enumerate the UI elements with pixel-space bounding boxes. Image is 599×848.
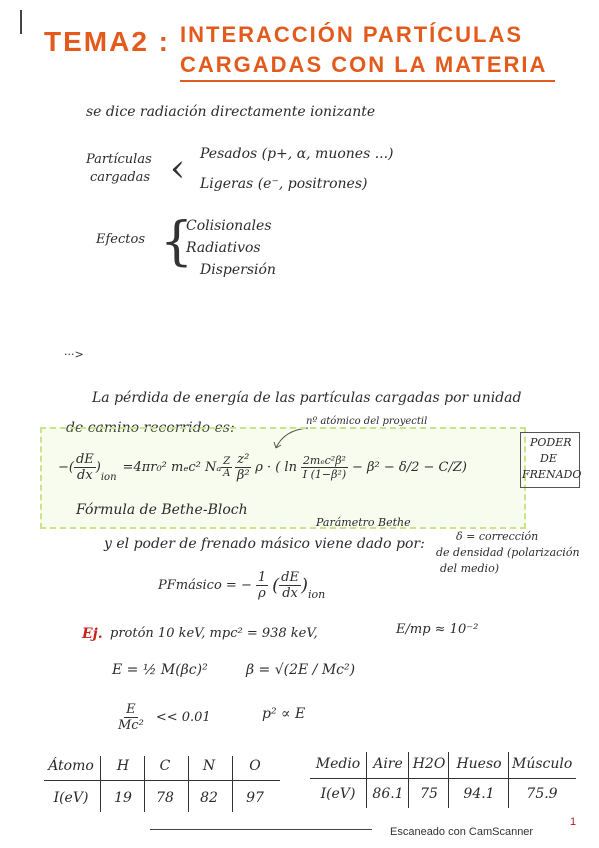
table-header: Átomo [48, 758, 94, 774]
annotation-delta: δ = corrección [456, 530, 539, 543]
table-header: H [116, 758, 130, 774]
energy-loss-line-1: La pérdida de energía de las partículas cargadas por unidad [92, 390, 522, 406]
table-divider [366, 752, 367, 808]
table-cell: 94.1 [463, 786, 495, 802]
table-header: C [159, 758, 171, 774]
effects-label: Efectos [96, 232, 145, 247]
table-divider [188, 756, 189, 812]
annotation-delta: del medio) [440, 562, 499, 575]
heavy-particles: Pesados (p+, α, muones ...) [200, 146, 394, 162]
table-divider [100, 756, 101, 812]
table-cell: 78 [156, 790, 174, 806]
table-divider [508, 752, 509, 808]
beta-equation: β = √(2E / Mc²) [246, 662, 356, 678]
stopping-label: FRENADO [522, 468, 582, 481]
table-header: Hueso [456, 756, 502, 772]
table-divider [408, 752, 409, 808]
table-header: O [249, 758, 261, 774]
stopping-label: DE [540, 452, 557, 465]
brace-icon: { [160, 212, 194, 272]
arrow-mark: ···> [64, 348, 84, 361]
table-cell: 86.1 [372, 786, 404, 802]
table-divider [44, 780, 280, 781]
title-line-1: INTERACCIÓN PARTÍCULAS [180, 22, 524, 47]
table-cell: 19 [114, 790, 132, 806]
table-header: Medio [315, 756, 361, 772]
table-header: H2O [412, 756, 446, 772]
mass-stopping-intro: y el poder de frenado másico viene dado por: [104, 536, 425, 552]
table-divider [448, 752, 449, 808]
title-line-2: CARGADAS CON LA MATERIA [180, 52, 548, 77]
table-header: Músculo [512, 756, 573, 772]
particles-label-2: cargadas [90, 170, 151, 185]
table-divider [144, 756, 145, 812]
annotation-delta: de densidad (polarización [436, 546, 580, 559]
condition: $\frac{E}{\text{Mc²}}$ << 0.01 [118, 702, 211, 733]
table-cell: I(eV) [53, 790, 89, 806]
table-cell: 82 [200, 790, 218, 806]
title-topic: TEMA2 : [44, 26, 170, 57]
formula-name: Fórmula de Bethe-Bloch [76, 502, 248, 518]
energy-loss-line-2: de camino recorrido es: [66, 420, 235, 436]
example-ratio: E/mp ≈ 10⁻² [396, 622, 479, 637]
table-divider [310, 778, 576, 779]
table-cell: I(eV) [320, 786, 356, 802]
table-header: Aire [373, 756, 403, 772]
table-cell: 97 [246, 790, 264, 806]
table-cell: 75 [420, 786, 438, 802]
intro-text: se dice radiación directamente ionizante [86, 104, 376, 120]
page-number: 1 [570, 816, 577, 828]
effect-item: Radiativos [186, 240, 261, 256]
brace-icon: ‹ [170, 146, 186, 190]
margin-mark [20, 10, 22, 34]
title-underline [180, 80, 555, 82]
table-divider [232, 756, 233, 812]
stopping-label: PODER [530, 436, 572, 449]
particles-label-1: Partículas [86, 152, 152, 167]
effect-item: Colisionales [186, 218, 272, 234]
proportionality: p² ∝ E [262, 706, 306, 722]
effect-item: Dispersión [200, 262, 276, 278]
bethe-bloch-formula: −( $\frac{dE}{dx}$ ) ion = 4πr₀² mₑc² Nₐ $\frac{Z}{A}$ $\frac{\text{z²}}{\text{β²}}$ ρ · ( ln $\frac{\text{2mₑc²β²}}{\text{I (1−β²)}}$ − β² − δ/2 − C/Z ) [58, 452, 467, 483]
light-particles: Ligeras (e⁻, positrones) [200, 176, 368, 192]
example-line: protón 10 keV, mpc² = 938 keV, [110, 626, 318, 641]
kinetic-energy: E = ½ M(βc)² [112, 662, 208, 678]
example-label: Ej. [82, 626, 103, 642]
table-cell: 75.9 [526, 786, 558, 802]
annotation-projectile: nº atómico del proyectil [306, 416, 428, 427]
table-header: N [202, 758, 216, 774]
annotation-bethe: Parámetro Bethe [316, 516, 411, 529]
scanner-footer: Escaneado con CamScanner [390, 826, 534, 838]
mass-stopping-formula: PFmásico = − $\frac{1}{\rho}$ ( $\frac{dE}{dx}$ ) ion [158, 570, 326, 601]
footer-rule [150, 829, 372, 830]
